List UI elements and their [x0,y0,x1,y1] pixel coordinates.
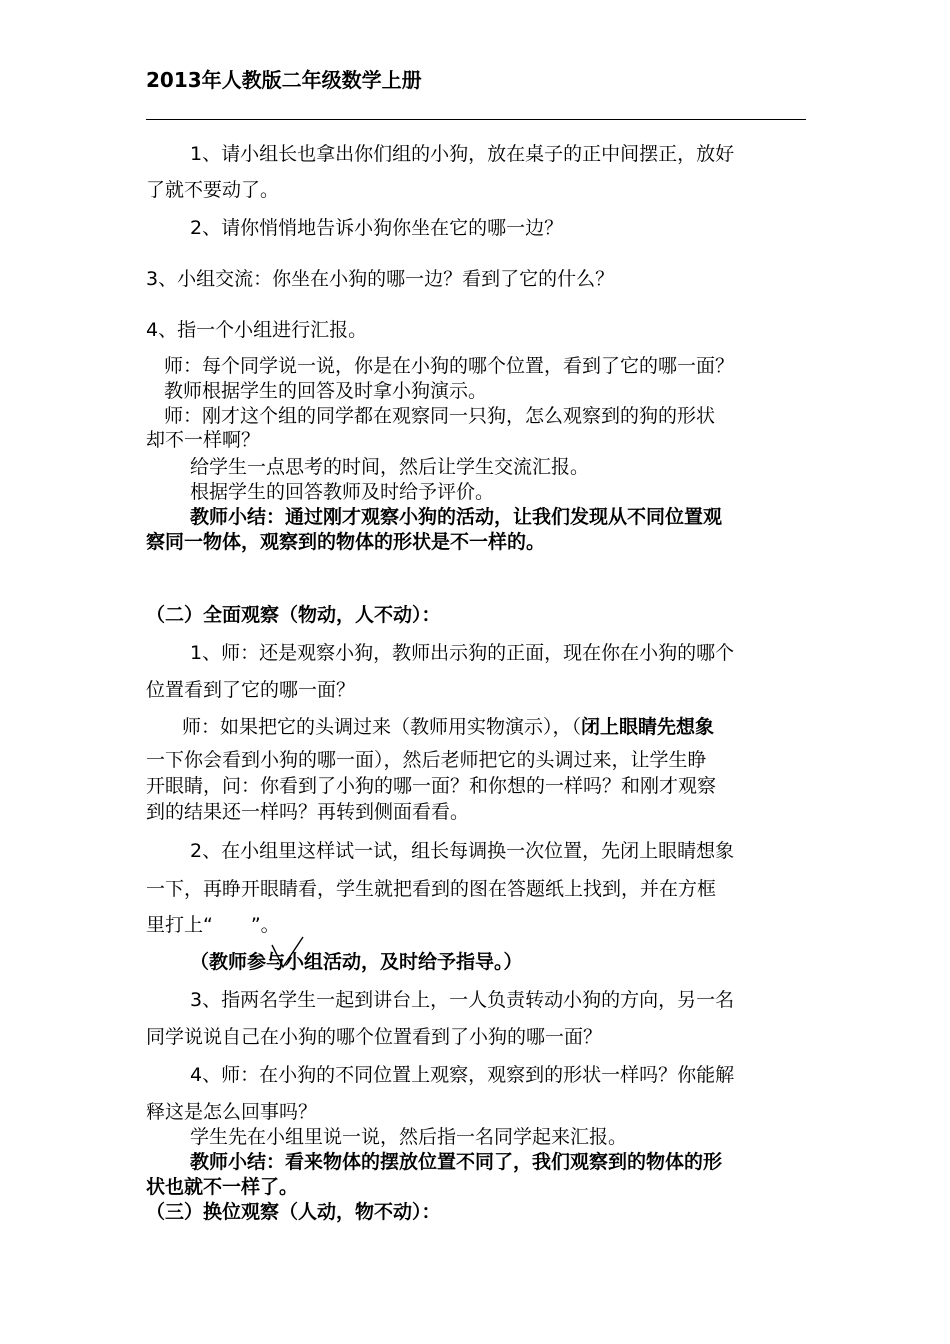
summary-line: 教师小结：看来物体的摆放位置不同了，我们观察到的物体的形 [190,1151,723,1173]
section-heading: （二）全面观察（物动，人不动）： [146,604,441,626]
paragraph-line: 学生先在小组里说一说，然后指一名同学起来汇报。 [190,1126,628,1148]
page-header-title: 2013年人教版二年级数学上册 [146,68,422,92]
section-heading: （三）换位观察（人动，物不动）： [146,1201,441,1223]
paragraph-line: 一下你会看到小狗的哪一面），然后老师把它的头调过来，让学生睁 [146,749,707,771]
paragraph-line: 给学生一点思考的时间，然后让学生交流汇报。 [190,456,590,478]
paragraph-line: 4、指一个小组进行汇报。 [146,319,368,341]
paragraph-line: 教师根据学生的回答及时拿小狗演示。 [164,380,488,402]
paragraph-line: 了就不要动了。 [146,179,280,201]
summary-line: 状也就不一样了。 [146,1176,299,1198]
summary-line: 教师小结：通过刚才观察小狗的活动，让我们发现从不同位置观 [190,506,723,528]
text-run: 师：如果把它的头调过来（教师用实物演示），（ [182,716,582,738]
bold-text-run: 闭上眼睛先想象 [581,716,715,738]
paragraph-line: 位置看到了它的哪一面？ [146,679,356,701]
paragraph-line: 3、小组交流：你坐在小狗的哪一边？看到了它的什么？ [146,268,615,290]
paragraph-line: 师：每个同学说一说，你是在小狗的哪个位置，看到了它的哪一面？ [164,355,735,377]
paragraph-line: 2、请你悄悄地告诉小狗你坐在它的哪一边？ [190,217,564,239]
paragraph-line: 释这是怎么回事吗？ [146,1101,318,1123]
paragraph-line: 师：刚才这个组的同学都在观察同一只狗，怎么观察到的狗的形状 [164,405,716,427]
paragraph-line [182,715,714,739]
paragraph-line: 一下，再睁开眼睛看，学生就把看到的图在答题纸上找到，并在方框 [146,878,717,900]
paragraph-line: 3、指两名学生一起到讲台上，一人负责转动小狗的方向，另一名 [190,989,735,1011]
paragraph-line: 同学说说自己在小狗的哪个位置看到了小狗的哪一面？ [146,1026,603,1048]
paragraph-line: 4、师：在小狗的不同位置上观察，观察到的形状一样吗？你能解 [190,1064,735,1086]
paragraph-line: 里打上“ ”。 [146,914,280,936]
paragraph-line: 开眼睛，问：你看到了小狗的哪一面？和你想的一样吗？和刚才观察 [146,775,717,797]
paragraph-line: 却不一样啊？ [146,429,261,451]
paragraph-line: 根据学生的回答教师及时给予评价。 [190,481,495,503]
summary-line: 察同一物体，观察到的物体的形状是不一样的。 [146,531,546,553]
paragraph-line: 到的结果还一样吗？再转到侧面看看。 [146,801,470,823]
paragraph-line: 1、请小组长也拿出你们组的小狗，放在桌子的正中间摆正，放好 [190,143,735,165]
paragraph-line: 2、在小组里这样试一试，组长每调换一次位置，先闭上眼睛想象 [190,840,735,862]
header-divider [146,119,806,120]
paragraph-line: 1、师：还是观察小狗，教师出示狗的正面，现在你在小狗的哪个 [190,642,735,664]
teacher-note: （教师参与小组活动，及时给予指导。） [190,951,523,973]
